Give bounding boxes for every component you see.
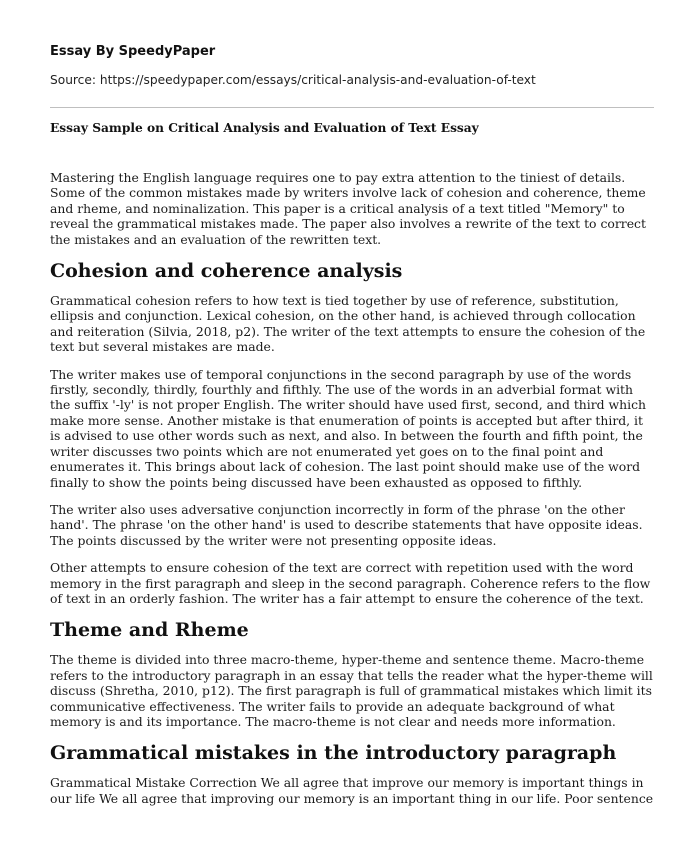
essay-title: Essay Sample on Critical Analysis and Evaluation of Text Essay xyxy=(50,121,479,135)
paragraph: Grammatical cohesion refers to how text is tied together by use of reference, substitution, ellipsis and conjunction. Lexical cohesion, on the other hand, is achieved through collocation and reiteration (Silvia, 2018, p2). The writer of the text attempts to ensure the cohesion of the text but several mistakes are made. xyxy=(50,293,646,355)
section-heading-cohesion: Cohesion and coherence analysis xyxy=(50,260,403,283)
paragraph: The writer makes use of temporal conjunctions in the second paragraph by use of the words firstly, secondly, thirdly, fourthly and fifthly. The use of the words in an adverbial format with the suffix '-ly' is not proper English. The writer should have used first, second, and third which make more sense. Another mistake is that enumeration of points is accepted but after third, it is advised to use other words such as next, and also. In between the fourth and fifth point, the writer discusses two points which are not enumerated yet goes on to the final point and enumerates it. This brings about lack of cohesion. The last point should make use of the word finally to show the points being discussed have been exhausted as opposed to fifthly. xyxy=(50,366,646,490)
brand-title: Essay By SpeedyPaper xyxy=(50,44,216,59)
essay-body xyxy=(50,170,654,818)
paragraph: Other attempts to ensure cohesion of the text are correct with repetition used with the word memory in the first paragraph and sleep in the second paragraph. Coherence refers to the flow of text in an orderly fashion. The writer has a fair attempt to ensure the coherence of the text. xyxy=(50,560,651,606)
paragraph: The writer also uses adversative conjunction incorrectly in form of the phrase 'on the other hand'. The phrase 'on the other hand' is used to describe statements that have opposite ideas. The points discussed by the writer were not presenting opposite ideas. xyxy=(50,501,643,548)
section-heading-grammatical-mistakes: Grammatical mistakes in the introductory paragraph xyxy=(50,742,617,765)
intro-paragraph: Mastering the English language requires one to pay extra attention to the tiniest of details. Some of the common mistakes made by writers involve lack of cohesion and coherence, theme and rheme, and nominalization. This paper is a critical analysis of a text titled "Memory" to reveal the grammatical mistakes made. The paper also involves a rewrite of the text to correct the mistakes and an evaluation of the rewritten text. xyxy=(50,170,646,247)
paragraph: Grammatical Mistake Correction We all agree that improve our memory is important things in our life We all agree that improving our memory is an important thing in our life. Poor sentence xyxy=(50,775,654,806)
section-heading-theme-rheme: Theme and Rheme xyxy=(50,619,249,642)
header-divider xyxy=(50,107,654,108)
source-url: Source: https://speedypaper.com/essays/critical-analysis-and-evaluation-of-text xyxy=(50,73,536,87)
paragraph: The theme is divided into three macro-theme, hyper-theme and sentence theme. Macro-theme refers to the introductory paragraph in an essay that tells the reader what the hyper-theme will discuss (Shretha, 2010, p12). The first paragraph is full of grammatical mistakes which limit its communicative effectiveness. The writer fails to provide an adequate background of what memory is and its importance. The macro-theme is not clear and needs more information. xyxy=(50,652,653,729)
